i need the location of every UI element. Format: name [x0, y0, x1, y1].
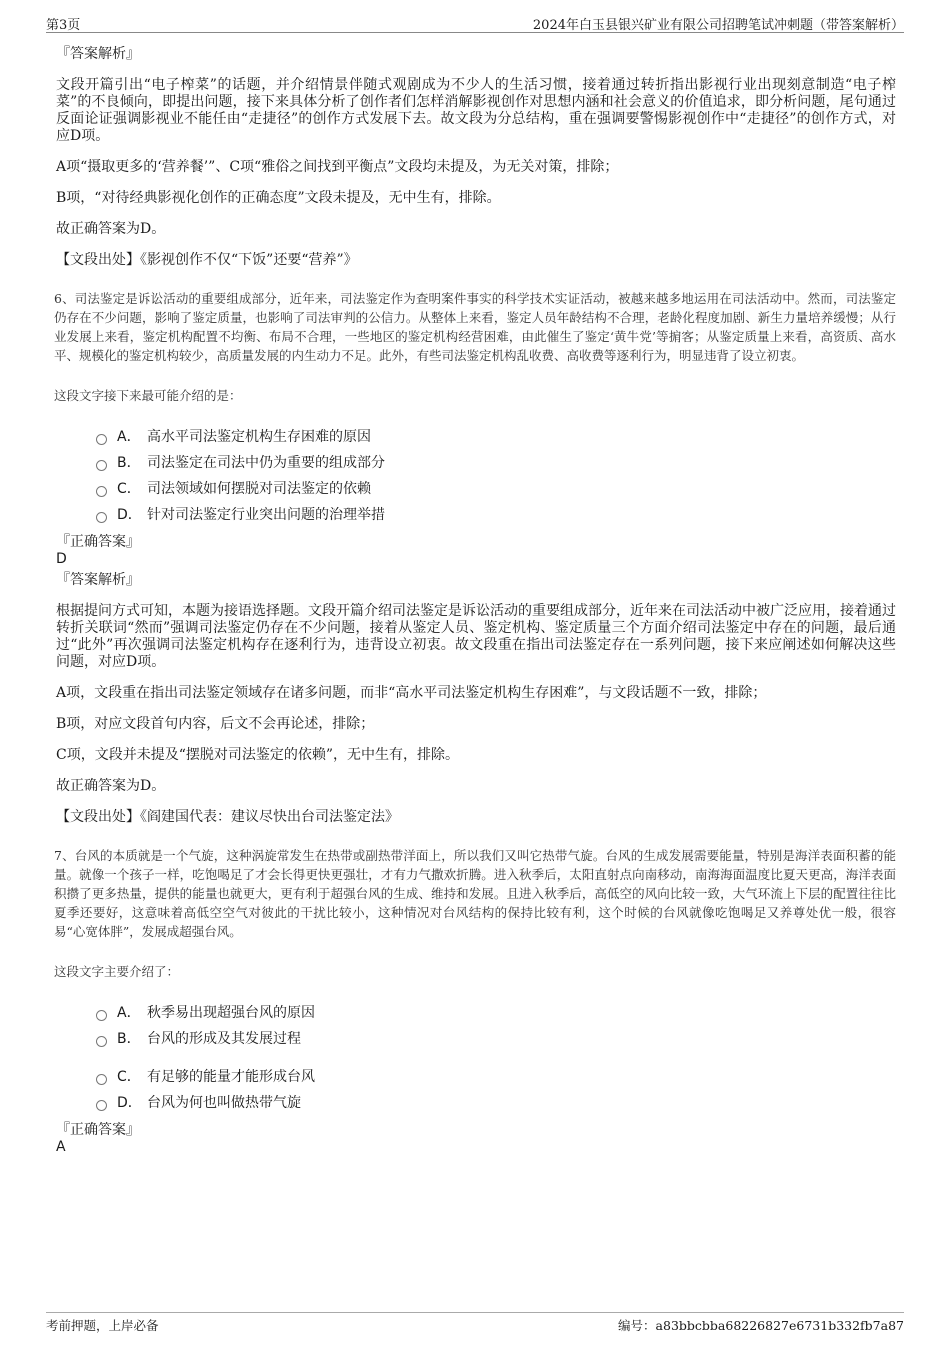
option-text: 针对司法鉴定行业突出问题的治理举措 — [147, 507, 385, 523]
option-a[interactable]: A． 高水平司法鉴定机构生存困难的原因 — [96, 424, 896, 450]
analysis-paragraph: B项，“对待经典影视化创作的正确态度”文段未提及，无中生有，排除。 — [56, 190, 501, 206]
analysis-paragraph: B项，对应文段首句内容，后文不会再论述，排除； — [56, 716, 375, 732]
analysis-paragraph: 文段开篇引出“电子榨菜”的话题，并介绍情景伴随式观剧成为不少人的生活习惯，接着通过转折指出影视行业出现刻意制造“电子榨菜”的不良倾向，即提出问题，接下来具体分析了创作者们怎样消解影视创作对思想内涵和社会意义的价值追求，即分析问题，尾句通过反面论证强调影视业不能任由“走捷径”的创作方式发展下去。故文段为分总结构，重在强调要警惕影视创作中“走捷径”的创作方式，对应D项。 — [56, 77, 896, 144]
radio-icon[interactable] — [96, 1010, 107, 1021]
radio-icon[interactable] — [96, 434, 107, 445]
radio-icon[interactable] — [96, 460, 107, 471]
option-d[interactable]: D． 针对司法鉴定行业突出问题的治理举措 — [96, 502, 896, 528]
document-id: 编号：a83bbcbba68226827e6731b332fb7a87 — [618, 1318, 904, 1333]
page-number: 第3页 — [46, 18, 81, 33]
footer-slogan: 考前押题，上岸必备 — [46, 1318, 159, 1333]
option-text: 台风为何也叫做热带气旋 — [147, 1095, 301, 1111]
analysis-paragraph: C项，文段并未提及“摆脱对司法鉴定的依赖”，无中生有，排除。 — [56, 747, 460, 763]
radio-icon[interactable] — [96, 512, 107, 523]
analysis-paragraph: 故正确答案为D。 — [56, 221, 166, 237]
radio-icon[interactable] — [96, 1074, 107, 1085]
option-text: 高水平司法鉴定机构生存困难的原因 — [147, 429, 371, 445]
correct-answer-label: 『正确答案』 — [56, 1122, 140, 1138]
analysis-label: 『答案解析』 — [56, 572, 140, 588]
option-text: 台风的形成及其发展过程 — [147, 1031, 301, 1047]
document-title: 2024年白玉县银兴矿业有限公司招聘笔试冲刺题（带答案解析） — [532, 18, 904, 33]
radio-icon[interactable] — [96, 1100, 107, 1111]
page-footer — [46, 1312, 904, 1334]
correct-answer: A — [56, 1139, 66, 1155]
document-body — [56, 46, 896, 1160]
question-6-prompt: 这段文字接下来最可能介绍的是： — [54, 388, 242, 403]
question-6-options — [96, 424, 896, 528]
option-text: 有足够的能量才能形成台风 — [147, 1069, 315, 1085]
radio-icon[interactable] — [96, 1036, 107, 1047]
analysis-paragraph: A项“摄取更多的‘营养餐’”、C项“雅俗之间找到平衡点”文段均未提及，为无关对策，排除； — [56, 159, 619, 175]
question-7-options — [96, 1000, 896, 1116]
option-a[interactable]: A． 秋季易出现超强台风的原因 — [96, 1000, 896, 1026]
option-c[interactable]: C． 有足够的能量才能形成台风 — [96, 1064, 896, 1090]
option-d[interactable]: D． 台风为何也叫做热带气旋 — [96, 1090, 896, 1116]
correct-answer: D — [56, 551, 67, 567]
radio-icon[interactable] — [96, 486, 107, 497]
option-c[interactable]: C． 司法领域如何摆脱对司法鉴定的依赖 — [96, 476, 896, 502]
analysis-paragraph: A项，文段重在指出司法鉴定领域存在诸多问题，而非“高水平司法鉴定机构生存困难”，与文段话题不一致，排除； — [56, 685, 767, 701]
source-citation: 【文段出处】《阎建国代表：建议尽快出台司法鉴定法》 — [56, 809, 399, 825]
option-b[interactable]: B． 台风的形成及其发展过程 — [96, 1026, 896, 1052]
option-text: 司法鉴定在司法中仍为重要的组成部分 — [147, 455, 385, 471]
analysis-label: 『答案解析』 — [56, 46, 140, 62]
option-b[interactable]: B． 司法鉴定在司法中仍为重要的组成部分 — [96, 450, 896, 476]
page-header — [46, 12, 904, 33]
source-citation: 【文段出处】《影视创作不仅“下饭”还要“营养”》 — [56, 252, 358, 268]
question-6-text: 6、司法鉴定是诉讼活动的重要组成部分，近年来，司法鉴定作为查明案件事实的科学技术实证活动，被越来越多地运用在司法活动中。然而，司法鉴定仍存在不少问题，影响了鉴定质量，也影响了司法审判的公信力。从整体上来看，鉴定人员年龄结构不合理，老龄化程度加剧、新生力量培养缓慢；从行业发展上来看，鉴定机构配置不均衡、布局不合理，一些地区的鉴定机构经营困难，由此催生了鉴定‘黄牛党’等掮客；从鉴定质量上来看，高资质、高水平、规模化的鉴定机构较少，高质量发展的内生动力不足。此外，有些司法鉴定机构乱收费、高收费等逐利行为，明显违背了设立初衷。 — [54, 291, 896, 363]
question-7-text: 7、台风的本质就是一个气旋，这种涡旋常发生在热带或副热带洋面上，所以我们又叫它热带气旋。台风的生成发展需要能量，特别是海洋表面积蓄的能量。就像一个孩子一样，吃饱喝足了才会长得更快更强壮，才有力气撒欢折腾。进入秋季后，太阳直射点向南移动，南海海面温度比夏天更高，海洋表面积攒了更多热量，提供的能量也就更大，更有利于超强台风的生成、维持和发展。且进入秋季后，高低空的风向比较一致，大气环流上下层的配置往往比夏季还要好，这意味着高低空空气对彼此的干扰比较小，这种情况对台风结构的保持比较有利，这个时候的台风就像吃饱喝足又养尊处优一般，很容易“心宽体胖”，发展成超强台风。 — [54, 848, 896, 939]
analysis-paragraph: 故正确答案为D。 — [56, 778, 166, 794]
option-text: 司法领域如何摆脱对司法鉴定的依赖 — [147, 481, 371, 497]
option-text: 秋季易出现超强台风的原因 — [147, 1005, 315, 1021]
correct-answer-label: 『正确答案』 — [56, 534, 140, 550]
question-7-prompt: 这段文字主要介绍了： — [54, 964, 180, 979]
analysis-paragraph: 根据提问方式可知，本题为接语选择题。文段开篇介绍司法鉴定是诉讼活动的重要组成部分，近年来在司法活动中被广泛应用，接着通过转折关联词“然而”强调司法鉴定仍存在不少问题，接着从鉴定人员、鉴定机构、鉴定质量三个方面介绍司法鉴定中存在的问题，最后通过“此外”再次强调司法鉴定机构存在逐利行为，违背设立初衷。故文段重在指出司法鉴定存在一系列问题，接下来应阐述如何解决这些问题，对应D项。 — [56, 603, 896, 670]
